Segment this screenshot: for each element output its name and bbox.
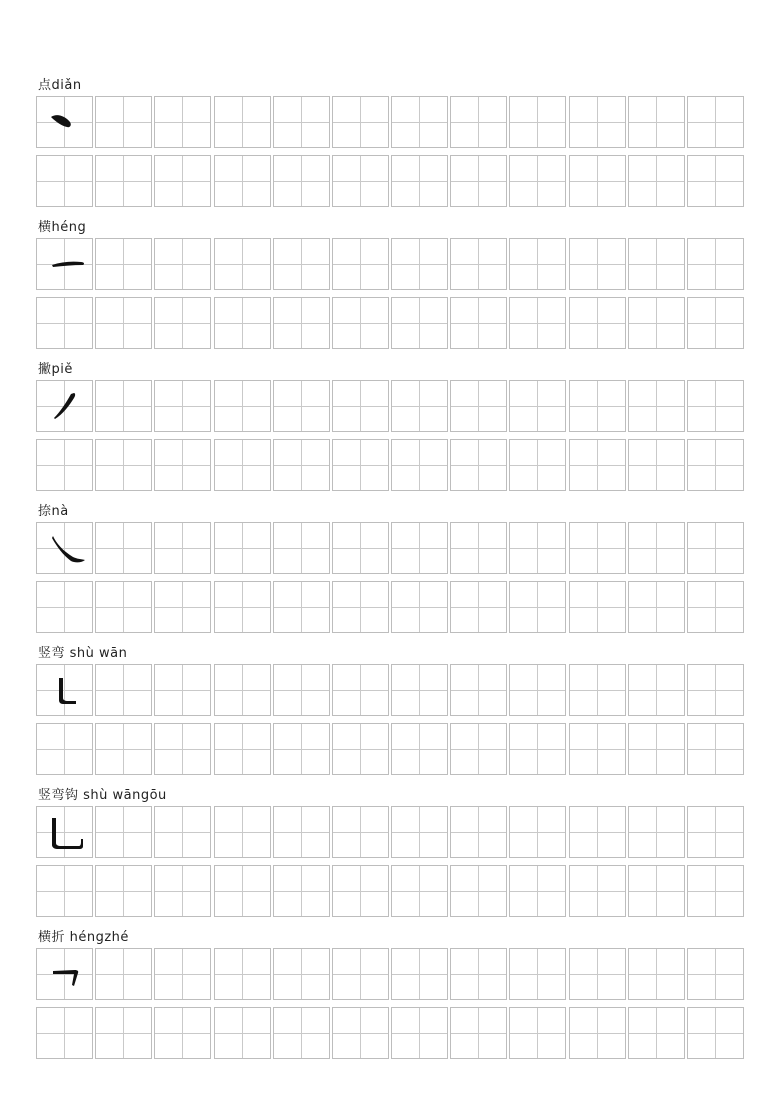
practice-row <box>36 948 744 1000</box>
example-cell <box>36 948 93 1000</box>
practice-cell[interactable] <box>332 865 389 917</box>
stroke-label: 捺nà <box>38 504 69 519</box>
practice-cell[interactable] <box>450 948 507 1000</box>
example-cell <box>36 238 93 290</box>
practice-cell[interactable] <box>154 948 211 1000</box>
practice-cell[interactable] <box>214 297 271 349</box>
practice-cell[interactable] <box>569 948 626 1000</box>
practice-cell[interactable] <box>391 297 448 349</box>
practice-cell[interactable] <box>214 581 271 633</box>
practice-cell[interactable] <box>450 155 507 207</box>
practice-cell[interactable] <box>332 581 389 633</box>
shuwan-stroke-icon <box>37 665 94 715</box>
practice-cell[interactable] <box>332 522 389 574</box>
practice-row <box>36 96 744 148</box>
practice-cell[interactable] <box>687 439 744 491</box>
shuwangou-stroke-icon <box>37 807 94 857</box>
practice-cell[interactable] <box>36 297 93 349</box>
practice-cell[interactable] <box>628 96 685 148</box>
practice-cell[interactable] <box>95 238 152 290</box>
practice-cell[interactable] <box>509 948 566 1000</box>
practice-cell[interactable] <box>154 522 211 574</box>
practice-cell[interactable] <box>509 806 566 858</box>
practice-cell[interactable] <box>273 581 330 633</box>
practice-cell[interactable] <box>687 297 744 349</box>
practice-cell[interactable] <box>95 96 152 148</box>
practice-cell[interactable] <box>214 522 271 574</box>
hengzhe-stroke-icon <box>37 949 94 999</box>
practice-cell[interactable] <box>36 723 93 775</box>
practice-cell[interactable] <box>687 96 744 148</box>
practice-cell[interactable] <box>628 297 685 349</box>
practice-row <box>36 155 744 207</box>
practice-cell[interactable] <box>391 155 448 207</box>
practice-cell[interactable] <box>628 380 685 432</box>
practice-row <box>36 297 744 349</box>
practice-row <box>36 522 744 574</box>
practice-cell[interactable] <box>628 865 685 917</box>
heng-stroke-icon <box>37 239 94 289</box>
practice-cell[interactable] <box>628 664 685 716</box>
practice-cell[interactable] <box>214 238 271 290</box>
practice-cell[interactable] <box>391 581 448 633</box>
practice-cell[interactable] <box>273 297 330 349</box>
practice-row <box>36 865 744 917</box>
practice-cell[interactable] <box>95 806 152 858</box>
practice-cell[interactable] <box>214 806 271 858</box>
practice-cell[interactable] <box>273 865 330 917</box>
practice-cell[interactable] <box>391 238 448 290</box>
practice-cell[interactable] <box>628 581 685 633</box>
practice-cell[interactable] <box>450 522 507 574</box>
practice-cell[interactable] <box>154 380 211 432</box>
practice-cell[interactable] <box>628 1007 685 1059</box>
practice-cell[interactable] <box>36 581 93 633</box>
practice-cell[interactable] <box>509 522 566 574</box>
practice-cell[interactable] <box>628 439 685 491</box>
practice-cell[interactable] <box>569 581 626 633</box>
practice-cell[interactable] <box>628 948 685 1000</box>
practice-row <box>36 581 744 633</box>
stroke-label: 竖弯 shù wān <box>38 646 128 661</box>
practice-cell[interactable] <box>687 664 744 716</box>
example-cell <box>36 664 93 716</box>
practice-cell[interactable] <box>450 664 507 716</box>
practice-cell[interactable] <box>154 664 211 716</box>
practice-cell[interactable] <box>214 723 271 775</box>
practice-cell[interactable] <box>332 723 389 775</box>
practice-cell[interactable] <box>95 948 152 1000</box>
practice-cell[interactable] <box>391 522 448 574</box>
practice-cell[interactable] <box>509 581 566 633</box>
practice-cell[interactable] <box>628 238 685 290</box>
practice-cell[interactable] <box>391 1007 448 1059</box>
practice-cell[interactable] <box>509 439 566 491</box>
practice-cell[interactable] <box>273 439 330 491</box>
practice-cell[interactable] <box>154 297 211 349</box>
practice-cell[interactable] <box>273 96 330 148</box>
practice-cell[interactable] <box>154 1007 211 1059</box>
practice-cell[interactable] <box>450 865 507 917</box>
practice-cell[interactable] <box>154 806 211 858</box>
practice-cell[interactable] <box>450 297 507 349</box>
practice-cell[interactable] <box>569 865 626 917</box>
stroke-label: 横折 héngzhé <box>38 930 129 945</box>
practice-cell[interactable] <box>332 380 389 432</box>
practice-cell[interactable] <box>509 155 566 207</box>
stroke-label: 撇piě <box>38 362 73 377</box>
practice-cell[interactable] <box>273 522 330 574</box>
practice-cell[interactable] <box>154 581 211 633</box>
practice-cell[interactable] <box>95 380 152 432</box>
practice-row <box>36 723 744 775</box>
practice-cell[interactable] <box>273 664 330 716</box>
practice-cell[interactable] <box>273 238 330 290</box>
practice-cell[interactable] <box>391 439 448 491</box>
practice-cell[interactable] <box>332 439 389 491</box>
practice-cell[interactable] <box>569 439 626 491</box>
practice-cell[interactable] <box>95 865 152 917</box>
practice-cell[interactable] <box>332 155 389 207</box>
practice-cell[interactable] <box>391 723 448 775</box>
practice-cell[interactable] <box>273 380 330 432</box>
practice-cell[interactable] <box>569 1007 626 1059</box>
practice-cell[interactable] <box>687 155 744 207</box>
practice-cell[interactable] <box>273 155 330 207</box>
example-cell <box>36 522 93 574</box>
practice-cell[interactable] <box>332 238 389 290</box>
practice-cell[interactable] <box>450 723 507 775</box>
practice-cell[interactable] <box>154 238 211 290</box>
practice-cell[interactable] <box>214 948 271 1000</box>
practice-cell[interactable] <box>628 723 685 775</box>
practice-cell[interactable] <box>214 664 271 716</box>
example-cell <box>36 96 93 148</box>
practice-cell[interactable] <box>450 1007 507 1059</box>
practice-cell[interactable] <box>628 522 685 574</box>
practice-cell[interactable] <box>332 1007 389 1059</box>
practice-cell[interactable] <box>332 664 389 716</box>
practice-cell[interactable] <box>687 948 744 1000</box>
practice-cell[interactable] <box>628 155 685 207</box>
practice-cell[interactable] <box>509 865 566 917</box>
practice-cell[interactable] <box>95 581 152 633</box>
practice-cell[interactable] <box>569 297 626 349</box>
practice-row <box>36 806 744 858</box>
pie-stroke-icon <box>37 381 94 431</box>
practice-cell[interactable] <box>391 664 448 716</box>
na-stroke-icon <box>37 523 94 573</box>
practice-cell[interactable] <box>273 723 330 775</box>
practice-cell[interactable] <box>95 664 152 716</box>
practice-row <box>36 380 744 432</box>
practice-cell[interactable] <box>509 723 566 775</box>
stroke-label: 横héng <box>38 220 87 235</box>
practice-cell[interactable] <box>509 238 566 290</box>
practice-cell[interactable] <box>95 522 152 574</box>
practice-cell[interactable] <box>214 155 271 207</box>
practice-cell[interactable] <box>154 865 211 917</box>
dian-stroke-icon <box>37 97 94 147</box>
practice-cell[interactable] <box>36 155 93 207</box>
practice-cell[interactable] <box>332 948 389 1000</box>
practice-cell[interactable] <box>95 1007 152 1059</box>
practice-cell[interactable] <box>569 96 626 148</box>
practice-cell[interactable] <box>154 439 211 491</box>
practice-cell[interactable] <box>509 297 566 349</box>
practice-cell[interactable] <box>450 806 507 858</box>
practice-row <box>36 1007 744 1059</box>
practice-cell[interactable] <box>391 806 448 858</box>
practice-cell[interactable] <box>214 439 271 491</box>
practice-cell[interactable] <box>214 380 271 432</box>
practice-row <box>36 664 744 716</box>
practice-cell[interactable] <box>95 723 152 775</box>
practice-cell[interactable] <box>687 581 744 633</box>
practice-cell[interactable] <box>391 948 448 1000</box>
example-cell <box>36 380 93 432</box>
practice-cell[interactable] <box>569 806 626 858</box>
practice-cell[interactable] <box>569 155 626 207</box>
example-cell <box>36 806 93 858</box>
practice-cell[interactable] <box>273 1007 330 1059</box>
practice-cell[interactable] <box>154 96 211 148</box>
practice-cell[interactable] <box>687 806 744 858</box>
stroke-label: 点diǎn <box>38 78 82 93</box>
practice-cell[interactable] <box>214 1007 271 1059</box>
practice-cell[interactable] <box>332 806 389 858</box>
practice-cell[interactable] <box>687 238 744 290</box>
practice-cell[interactable] <box>628 806 685 858</box>
practice-cell[interactable] <box>450 439 507 491</box>
practice-cell[interactable] <box>450 238 507 290</box>
practice-cell[interactable] <box>391 96 448 148</box>
practice-cell[interactable] <box>332 96 389 148</box>
practice-cell[interactable] <box>36 439 93 491</box>
practice-cell[interactable] <box>36 1007 93 1059</box>
practice-cell[interactable] <box>569 238 626 290</box>
practice-row <box>36 238 744 290</box>
practice-cell[interactable] <box>450 96 507 148</box>
practice-cell[interactable] <box>95 439 152 491</box>
practice-cell[interactable] <box>273 806 330 858</box>
practice-cell[interactable] <box>154 155 211 207</box>
practice-cell[interactable] <box>450 380 507 432</box>
practice-cell[interactable] <box>569 522 626 574</box>
practice-cell[interactable] <box>95 297 152 349</box>
practice-cell[interactable] <box>687 380 744 432</box>
practice-cell[interactable] <box>154 723 211 775</box>
stroke-label: 竖弯钩 shù wāngōu <box>38 788 167 803</box>
practice-cell[interactable] <box>391 380 448 432</box>
practice-cell[interactable] <box>214 96 271 148</box>
practice-cell[interactable] <box>569 723 626 775</box>
practice-cell[interactable] <box>509 664 566 716</box>
practice-cell[interactable] <box>687 723 744 775</box>
practice-cell[interactable] <box>273 948 330 1000</box>
practice-cell[interactable] <box>450 581 507 633</box>
practice-cell[interactable] <box>569 380 626 432</box>
practice-cell[interactable] <box>95 155 152 207</box>
practice-cell[interactable] <box>569 664 626 716</box>
practice-cell[interactable] <box>509 96 566 148</box>
practice-cell[interactable] <box>36 865 93 917</box>
practice-row <box>36 439 744 491</box>
practice-cell[interactable] <box>332 297 389 349</box>
practice-cell[interactable] <box>509 380 566 432</box>
practice-cell[interactable] <box>687 522 744 574</box>
practice-cell[interactable] <box>687 865 744 917</box>
practice-cell[interactable] <box>509 1007 566 1059</box>
practice-cell[interactable] <box>391 865 448 917</box>
practice-cell[interactable] <box>687 1007 744 1059</box>
practice-cell[interactable] <box>214 865 271 917</box>
